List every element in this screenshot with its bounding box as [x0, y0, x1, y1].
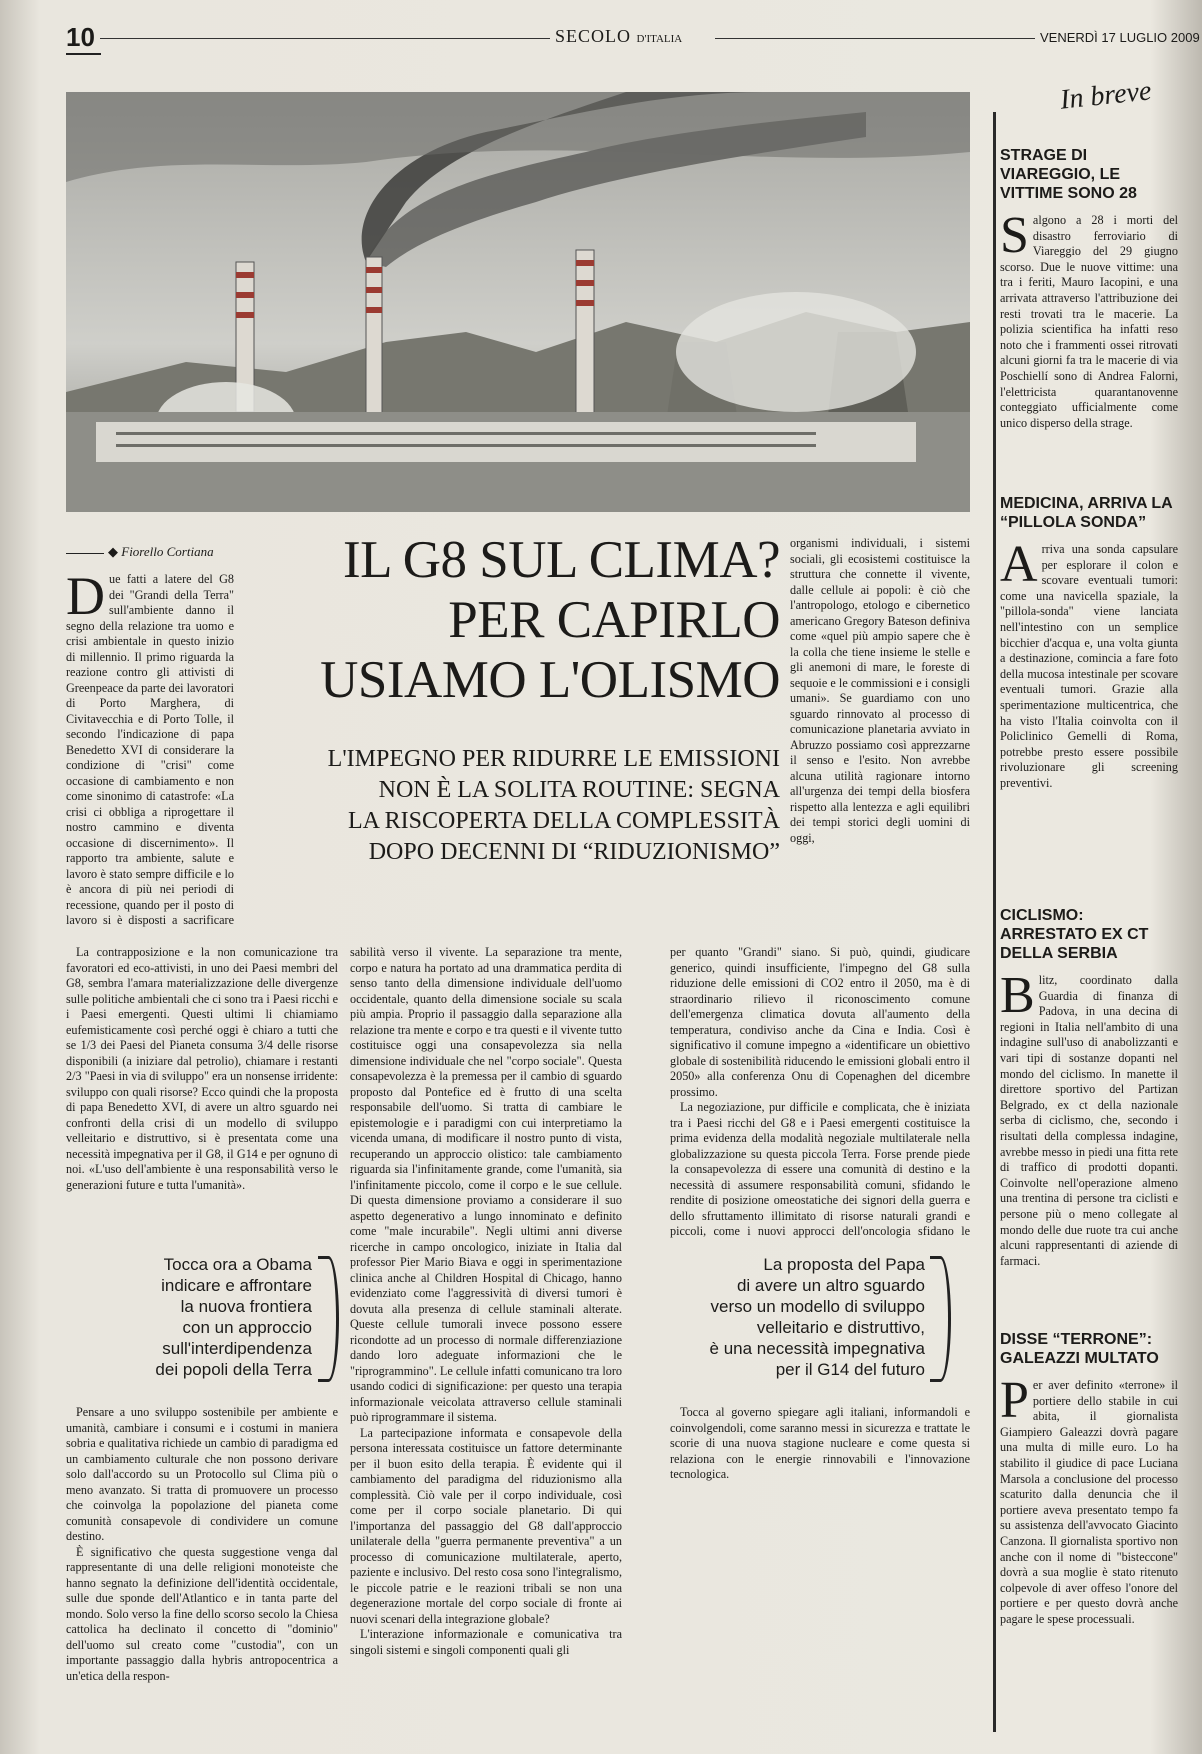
article-column-3-bottom	[670, 1405, 970, 1725]
brief-text: litz, coordinato dalla Guardia di finanza di Padova, in una decina di regioni in Italia nell'ambito di una indagine sull'uso di anabolizzanti e vari tipi di sostanze dopanti nel mondo del ciclismo. In manette il direttore sportivo del Partizan Belgrado, ex ct della nazionale serba di ciclismo, che, secondo i risultati della complessa indagine, avrebbe messo in piedi una fitta rete di traffico di prodotti dopanti. Coinvolte nell'operazione almeno una trentina di persone tra ciclisti e persone più o meno collegate al mondo delle due ruote tra cui anche alcuni rappresentanti di aziende di farmaci.	[1000, 973, 1178, 1268]
pull-quote-left-line-4: con un approccio	[182, 1318, 312, 1337]
article-column-1-intro	[66, 572, 234, 927]
pull-quote-right-line-2: di avere un altro sguardo	[736, 1276, 925, 1295]
brief-text: algono a 28 i morti del disastro ferroviario di Viareggio del 29 giugno scorso. Due le nuove vittime: una tra i feriti, Mauro Iacopini, e una arrivata attraverso l'attribuzione dei resti trovati tra le macerie. La polizia scientifica ha infatti reso noto che i frammenti ossei ritrovati alcuni giorni fa tra le macerie di via Poschiellí sono di Andrea Falorni, l'elettricista quarantanovenne conteggiato ufficialmente come unico disperso della strage.	[1000, 213, 1178, 430]
subhead-line-2: NON È LA SOLITA ROUTINE: SEGNA	[378, 777, 780, 803]
brief-drop-cap: A	[1000, 536, 1038, 593]
brief-title: MEDICINA, ARRIVA LA “PILLOLA SONDA”	[1000, 495, 1173, 531]
publication-name-small: D'ITALIA	[636, 33, 683, 45]
pull-quote-right-line-1: La proposta del Papa	[763, 1255, 925, 1274]
power-plant-photo	[66, 92, 970, 512]
col3-top-paragraph: organismi individuali, i sistemi sociali, gli ecosistemi costituisce la struttura che connette il vivente, dalle cellule ai popoli: è ciò che l'antropologo, etologo e cibernetico americano Gregory Bateson definiva come «quel più ampio sapere che è la colla che tiene insieme le stelle e gli anemoni di mare, le foreste di sequoie e le commissioni e i consigli umani». Se guardiamo con uno sguardo rinnovato al processo di comunicazione planetaria avviato in Abruzzo possiamo così apprezzarne il senso e l'esito. Non avrebbe alcuna utilità ragionare intorno all'urgenza dei tempi della biosfera rispetto alla lentezza e agli equilibri dei tempi storici degli uomini di oggi,	[790, 536, 970, 845]
article-headline	[270, 530, 780, 710]
power-plant-illustration	[66, 92, 970, 512]
news-brief-medicina	[1000, 494, 1178, 886]
brief-title: CICLISMO: ARRESTATO EX CT DELLA SERBIA	[1000, 907, 1149, 962]
col3-mid-paragraph: per quanto "Grandi" siano. Si può, quindi, giudicare generico, quindi insufficiente, l'impegno del G8 sulla riduzione delle emissioni di CO2 entro il 2050, ma è di straordinario rilievo il riconoscimento comune dell'emergenza climatica dovuta all'aumento della temperatura, condiviso anche da Cina e India. Così è significativo il comune impegno a «identificare un obiettivo globale di sostenibilità riducendo le emissioni globali entro il 2050» alla conferenza Onu di Copenaghen del dicembre prossimo.	[670, 945, 970, 1099]
article-subhead	[250, 744, 780, 868]
publication-title	[555, 26, 682, 47]
headline-line-2: PER CAPIRLO	[448, 591, 780, 649]
col2-paragraph-2: La partecipazione informata e consapevole della persona interessata costituisce un fattore determinante per il buon esito della terapia. È evidente qui il cambiamento del paradigma del riduzionismo alla complessità. Ciò vale per il corpo individuale, così come per il corpo sociale planetario. Di qui l'importanza del passaggio del G8 dall'approccio unilaterale della "guerra permanente preventiva" a un processo di comunicazione multilaterale, aperto, paziente e inclusivo. Del resto cosa sono l'integralismo, le piccole patrie e le reazioni tribali se non una degenerazione mortale del corpo sociale di fronte ai nuovi scenari della integrazione globale?	[350, 1425, 622, 1626]
sidebar-label: In breve	[1058, 75, 1153, 116]
header-rule-left	[100, 38, 550, 39]
publication-name: SECOLO	[555, 26, 632, 46]
pull-quote-left-line-1: Tocca ora a Obama	[163, 1255, 312, 1274]
pull-quote-left-line-6: dei popoli della Terra	[155, 1360, 312, 1379]
article-column-2	[350, 945, 622, 1725]
article-column-1-bottom	[66, 1405, 338, 1725]
pull-quote-left-line-3: la nuova frontiera	[180, 1297, 312, 1316]
news-brief-viareggio	[1000, 146, 1178, 476]
pull-quote-left	[112, 1254, 312, 1380]
headline-line-1: IL G8 SUL CLIMA?	[342, 531, 780, 589]
header-rule-right	[715, 38, 1035, 39]
headline-line-3: USIAMO L'OLISMO	[320, 651, 780, 709]
pull-quote-right-line-5: è una necessità impegnativa	[709, 1339, 925, 1358]
article-column-3-mid	[670, 945, 970, 1240]
issue-date: VENERDÌ 17 LUGLIO 2009	[1040, 30, 1200, 45]
col1-paragraph-2: La contrapposizione e la non comunicazione tra favoratori ed eco-attivisti, in uno dei Paesi membri del G8, sembra l'amara materializzazione delle divergenze sulle politiche ambientali che ci sono tra i Paesi ricchi e i Paesi emergenti. Questi ultimi li chiamiamo eufemisticamente così perché oggi è chiaro a tutti che se 1/3 dei Paesi del Pianeta consuma 3/4 delle risorse disponibili (a iniziare dal petrolio), chiamare i restanti 2/3 "Paesi in via di sviluppo" era un nonsense irridente: sviluppo con quali risorse? Ecco quindi che la proposta di papa Benedetto XVI, di avere un altro sguardo nei confronti della crisi di un modello di sviluppo velleitario e distruttivo, si è presentata come una necessità impegnativa per il G8, il G14 e per ognuno di noi. «L'uso dell'ambiente è una responsabilità verso le generazioni future e tutta l'umanità».	[66, 945, 338, 1192]
pull-quote-right-line-3: verso un modello di sviluppo	[710, 1297, 925, 1316]
subhead-line-3: LA RISCOPERTA DELLA COMPLESSITÀ	[347, 808, 780, 834]
news-brief-ciclismo	[1000, 906, 1178, 1306]
pull-quote-left-line-2: indicare e affrontare	[161, 1276, 312, 1295]
brief-drop-cap: B	[1000, 967, 1035, 1024]
brief-drop-cap: P	[1000, 1372, 1029, 1429]
brief-title: DISSE “TERRONE”: GALEAZZI MULTATO	[1000, 1331, 1159, 1367]
byline-rule	[66, 553, 104, 554]
brief-title: STRAGE DI VIAREGGIO, LE VITTIME SONO 28	[1000, 147, 1137, 202]
byline-author: Fiorello Cortiana	[121, 544, 214, 559]
col2-paragraph-1: sabilità verso il vivente. La separazione tra mente, corpo e natura ha portato ad una drammatica perdita di senso tanto della dimensione individuale dell'uomo occidentale, quanto della dimensione sociale su scala più ampia. Proprio il passaggio dalla separazione alla relazione tra mente e corpo e tra questi e il vivente tutto costituisce oggi una consapevolezza sia nella dimensione individuale che nel "corpo sociale". Questa consapevolezza è la premessa per il cambio di sguardo proposto dal Pontefice ed è frutto di una scelta responsabile dell'uomo. Si tratta di cambiare le epistemologie e i paradigmi con cui interpretiamo la vicenda umana, di modificare il nostro punto di vista, recuperando un approccio olistico: tale cambiamento riguarda sia l'infinitamente grande, come l'umanità, sia l'infinitamente piccolo, come il corpo e le sue cellule. Di questa dimensione proviamo a considerare il suo aspetto degenerativo a lungo innominato e definito come "male incurabile". Negli ultimi anni diverse ricerche in campo oncologico, iniziate in Italia dal professor Pier Mario Biava e oggi in sperimentazione clinica anche al Children Hospital di Chicago, hanno evidenziato come l'aggressività di diversi tumori è dovuta alla presenza di cellule staminali alterate. Queste cellule tumorali invece possono essere ricondotte ad un processo di normale differenziazione dando loro adeguate informazioni che le "riprogrammino". Le cellule infatti comunicano tra loro usando codici di significazione: per questo una terapia informazionale veicolata attraverso cellule staminali può riprogrammare il sistema.	[350, 945, 622, 1424]
brief-text: rriva una sonda capsulare per esplorare il colon e scovare eventuali tumori: come una navicella spaziale, la "pillola-sonda" viene lanciata nell'intestino con un semplice bicchier d'acqua e, una volta giunta a destinazione, comincia a fare foto della mucosa intestinale per scovare eventuali tumori. Grazie alla sperimentazione multicentrica, che ha visto l'Italia coinvolta con il Policlinico Gemelli di Roma, potrebbe presto essere possibile rivoluzionare gli screening preventivi.	[1000, 542, 1178, 790]
news-brief-galeazzi	[1000, 1330, 1178, 1735]
page-number: 10	[66, 22, 101, 55]
col1-bottom-paragraph-2: È significativo che questa suggestione venga dal rappresentante di una delle religioni monoteiste che hanno segnato la definizione dell'identità occidentale, sulle due sponde dell'Atlantico e in tanta parte del mondo. Solo verso la fine dello scorso secolo la Chiesa cattolica ha declinato il concetto di "dominio" dell'uomo sul creato come "custodia", con un importante passaggio dalla hybris antropocentrica a un'etica della respon-	[66, 1544, 338, 1683]
pull-quote-right-line-6: per il G14 del futuro	[775, 1360, 925, 1379]
drop-cap: D	[66, 572, 105, 626]
article-column-1-body	[66, 945, 338, 1245]
pull-quote-right-line-4: velleitario e distruttivo,	[756, 1318, 925, 1337]
subhead-line-1: L'IMPEGNO PER RIDURRE LE EMISSIONI	[327, 746, 780, 772]
col3-paragraph-3: Tocca al governo spiegare agli italiani, informandoli e coinvolgendoli, come saranno messi in sicurezza e trattate le scorie di una nuova stagione nucleare e come questa si relaziona con le energie rinnovabili e l'innovazione tecnologica.	[670, 1405, 970, 1481]
subhead-line-4: DOPO DECENNI DI “RIDUZIONISMO”	[368, 839, 780, 865]
brief-drop-cap: S	[1000, 207, 1029, 264]
article-byline: ◆ Fiorello Cortiana	[66, 544, 214, 560]
pull-quote-right-brace	[930, 1256, 951, 1382]
col2-paragraph-3: L'interazione informazionale e comunicativa tra singoli sistemi e singoli componenti quali gli	[350, 1627, 622, 1657]
pull-quote-right	[680, 1254, 925, 1380]
brief-text: er aver definito «terrone» il portiere dello stabile in cui abita, il giornalista Giampiero Galeazzi dovrà pagare una multa di mille euro. Lo ha stabilito il giudice di pace Luciana Marsola a conclusione del processo scaturito dalla denuncia che il portiere aveva presentato tempo fa su assistenza dell'avvocato Giacinto Canzona. Il giornalista sportivo non anche con il nome di "bisteccone" dovrà a sua moglie è stato ritenuto colpevole di aver offeso l'onore del portiere e per questo dovrà anche pagare le spese processuali.	[1000, 1378, 1178, 1626]
col1-bottom-paragraph-1: Pensare a uno sviluppo sostenibile per ambiente e umanità, cambiare i consumi e i costumi in maniera sobria e qualitativa richiede un cambio di paradigma ed un cambiamento culturale che non possono derivare solo dall'accordo su un Protocollo sul Clima più o meno avanzato. Si tratta di promuovere un processo che coinvolga la popolazione del pianeta come comunità consapevole di condividere un comune destino.	[66, 1405, 338, 1543]
pull-quote-left-line-5: sull'interdipendenza	[162, 1339, 312, 1358]
pull-quote-left-brace	[318, 1256, 339, 1382]
article-column-3-top	[790, 536, 970, 936]
intro-text: ue fatti a latere del G8 dei "Grandi della Terra" sull'ambiente danno il segno della relazione tra uomo e crisi ambientale in questo inizio di millennio. Il primo riguarda la reazione contro gli attivisti di Greenpeace da parte dei lavoratori di Porto Marghera, di Civitavecchia e di Porto Tolle, il secondo l'indicazione di papa Benedetto XVI di considerare la condizione di "crisi" come occasione di cambiamento e non come sinonimo di catastrofe: «La crisi ci obbliga a riprogettare il nostro cammino e diventa occasione di discernimento». Il rapporto tra ambiente, salute e lavoro è stato sempre difficile e lo è ancora di più nei periodi di recessione, quando per il posto di lavoro si è disposti a sacrificare	[66, 572, 234, 927]
col3-paragraph-2: La negoziazione, pur difficile e complicata, che è iniziata tra i Paesi ricchi del G8 e i Paesi emergenti costituisce la prima evidenza della modalità negoziale multilaterale nella globalizzazione su questa piccola Terra. Forse prende piede la consapevolezza di essere una comunità di destino e la necessità di assumere responsabilità comuni, sfidando le rendite di posizione omeostatiche dei signori della guerra e dello sfruttamento illimitato di risorse naturali grandi e piccoli, come i nuovi approcci dell'oncologia sfidano le	[670, 1100, 970, 1238]
sidebar-rule	[993, 112, 996, 1732]
